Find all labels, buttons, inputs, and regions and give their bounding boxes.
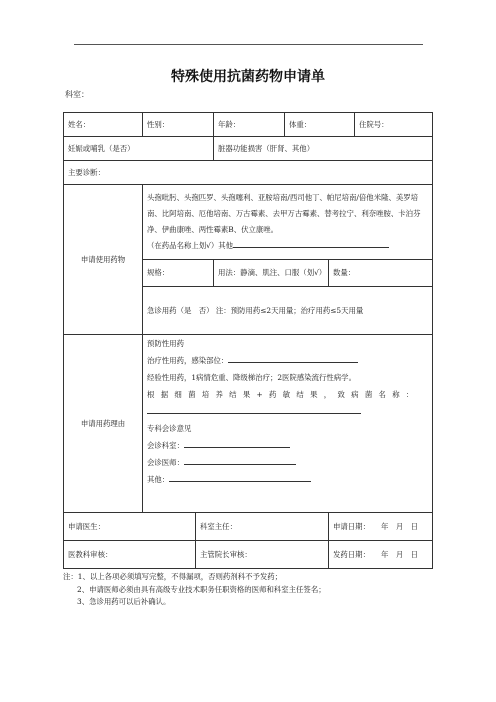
drug-list-row (64, 185, 433, 260)
diagnosis-row (64, 161, 433, 185)
consult-doctor-label: 会诊医师： (147, 458, 184, 467)
note-3: 3、急诊用药可以后补确认。 (77, 597, 171, 606)
infection-site-underline[interactable] (228, 353, 358, 363)
reason-cell (143, 335, 433, 513)
note-2: 2、申请医师必须由具有高级专业技术职务任职资格的医师和科室主任签名； (77, 584, 326, 594)
other-reason-label: 其他： (147, 475, 170, 484)
reason-section-label: 申请用药理由 (64, 335, 143, 513)
age-field[interactable]: 年龄： (214, 113, 285, 137)
pathogen-underline[interactable] (147, 404, 361, 414)
consult-doctor-underline[interactable] (184, 455, 296, 465)
usage-field[interactable]: 用法：静滴、肌注、口服（划√） (214, 260, 329, 287)
pregnancy-field[interactable]: 妊娠或哺乳（是否） (64, 137, 214, 161)
department-label: 科室： (65, 90, 89, 99)
spec-field[interactable]: 规格： (143, 260, 214, 287)
application-date-field[interactable]: 申请日期： 年 月 日 (329, 513, 433, 541)
consult-department-label: 会诊科室： (147, 441, 184, 450)
issue-date-field[interactable]: 发药日期： 年 月 日 (329, 541, 433, 569)
organ-damage-field[interactable]: 脏器功能损害（肝肾、其他） (214, 137, 433, 161)
vice-president-review-field[interactable]: 主管院长审核： (196, 541, 329, 569)
status-row (64, 137, 433, 161)
quantity-field[interactable]: 数量： (329, 260, 433, 287)
reason-row (64, 335, 433, 513)
empirical-option[interactable]: 经验性用药，1病情危重、降级梯治疗；2医院感染流行性病学。 (147, 373, 356, 382)
applicant-signature-field[interactable]: 申请医生： (64, 513, 196, 541)
form-title: 特殊使用抗菌药物申请单 (171, 69, 325, 85)
diagnosis-field[interactable]: 主要诊断： (64, 161, 433, 185)
prophylactic-option[interactable]: 预防性用药 (147, 339, 184, 348)
urgent-field[interactable]: 急诊用药（是 否） 注：预防用药≤2天用量；治疗用药≤5天用量 (143, 287, 433, 335)
other-drug-underline[interactable] (233, 238, 389, 248)
other-drug-label: （在药品名称上划√）其他 (147, 240, 234, 250)
consult-department-underline[interactable] (184, 438, 290, 448)
drug-section-label: 申请使用药物 (64, 185, 143, 335)
other-reason-underline[interactable] (169, 472, 311, 482)
admission-number-field[interactable]: 住院号： (355, 113, 433, 137)
gender-field[interactable]: 性别： (143, 113, 214, 137)
signature-row-1 (64, 513, 433, 541)
director-signature-field[interactable]: 科室主任： (196, 513, 329, 541)
drug-list-cell[interactable] (143, 185, 433, 260)
note-1: 注：1、以上各项必须填写完整，不得漏项，否则药剂科不予发药； (63, 572, 283, 581)
name-field[interactable]: 姓名： (64, 113, 143, 137)
top-divider (74, 44, 423, 45)
medical-review-field[interactable]: 医教科审核： (64, 541, 196, 569)
culture-option[interactable]: 根据细菌培养结果+药敏结果，致病菌名称： (147, 390, 420, 399)
basic-info-row (64, 113, 433, 137)
notes-section (63, 571, 326, 609)
signature-row-2 (64, 541, 433, 569)
drug-list: 头孢吡肟、头孢匹罗、头孢噻利、亚胺培南/西司他丁、帕尼培南/倍他米隆、美罗培南、比阿培南、厄他培南、万古霉素、去甲万古霉素、替考拉宁、利奈唑胺、卡泊芬净、伊曲康唑、两性霉素B、伏立康唑。 (147, 193, 421, 234)
weight-field[interactable]: 体重： (285, 113, 355, 137)
application-form-table (63, 112, 433, 569)
therapeutic-option[interactable]: 治疗性用药，感染部位： (147, 356, 229, 365)
consult-header: 专科会诊意见 (147, 424, 192, 433)
